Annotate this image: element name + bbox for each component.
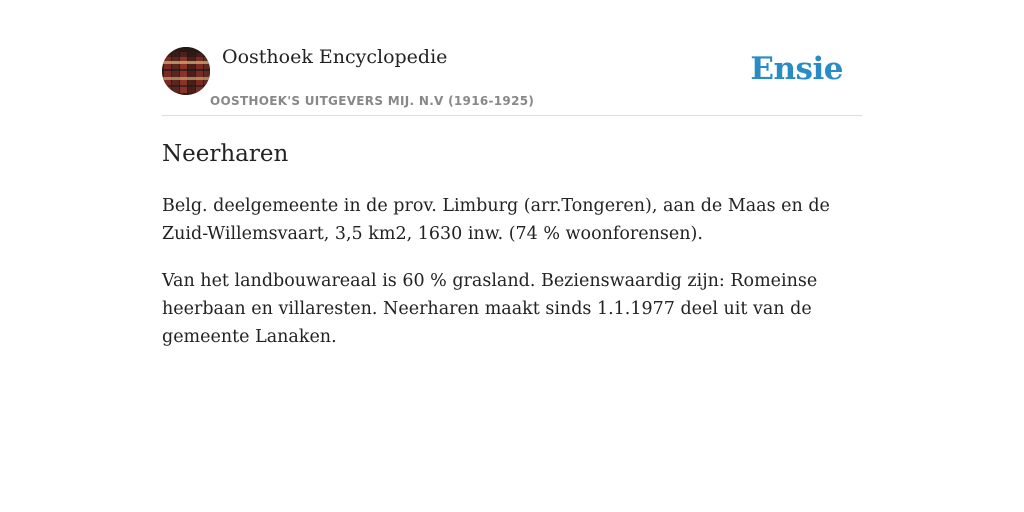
site-name-link[interactable]: Oosthoek Encyclopedie (222, 46, 448, 68)
article-body (162, 192, 862, 370)
article-title: Neerharen (162, 141, 289, 167)
ensie-logo-link[interactable]: Ensie (750, 51, 843, 87)
encyclopedia-books-icon[interactable] (162, 47, 210, 95)
article-paragraph: Belg. deelgemeente in de prov. Limburg (arr.Tongeren), aan de Maas en de Zuid-Willemsvaart, 3,5 km2, 1630 inw. (74 % woonforensen). (162, 196, 830, 244)
header (162, 0, 862, 116)
publisher-subtitle: OOSTHOEK'S UITGEVERS MIJ. N.V (1916-1925) (210, 94, 535, 108)
page-container (162, 0, 862, 347)
article-paragraph: Van het landbouwareaal is 60 % grasland. Bezienswaardig zijn: Romeinse heerbaan en villaresten. Neerharen maakt sinds 1.1.1977 deel uit van de gemeente Lanaken. (162, 271, 818, 347)
